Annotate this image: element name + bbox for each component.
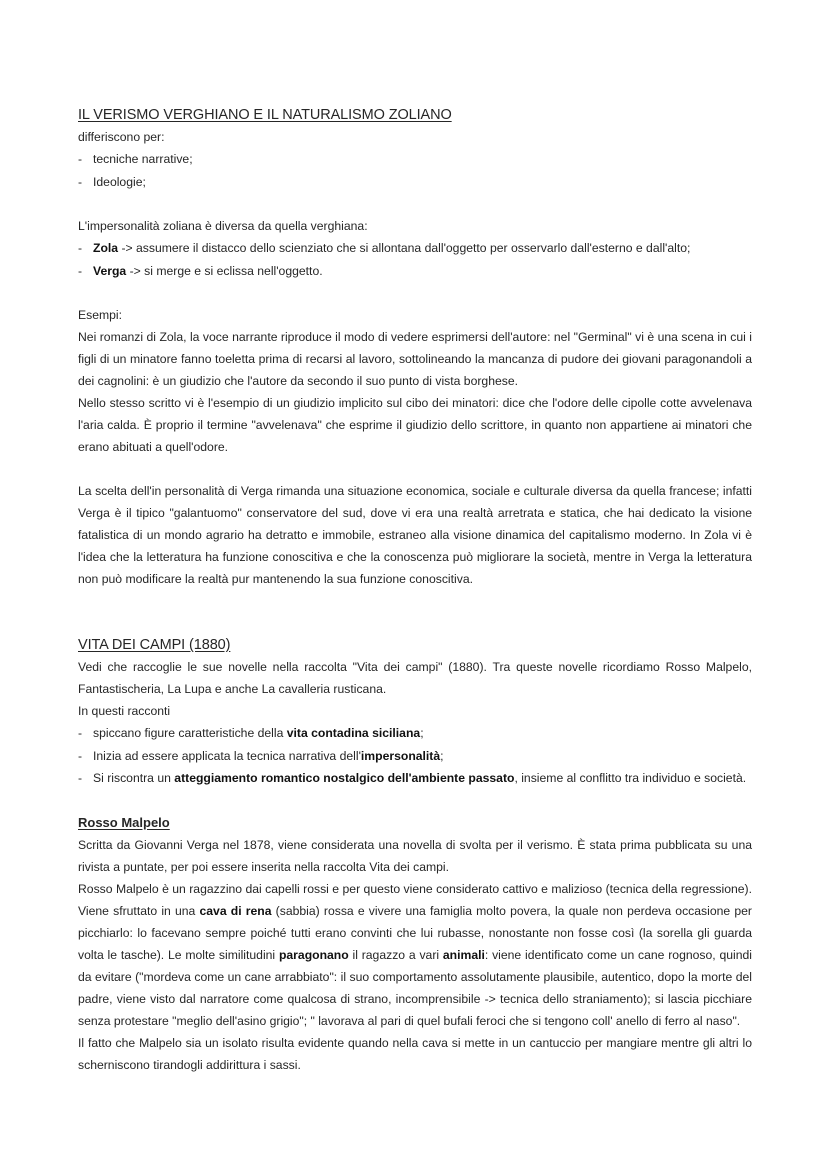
text: : viene identificato come un cane rognoso, quindi da evitare ("mordeva come un cane arrabbiato": il suo comportamento assolutamente plausibile, autentico, dopo la morte del padre, viene visto dal narratore come qualcosa di strano, incomprensibile -> tecnica dello straniamento); si lascia picchiare senza protestare "meglio dell'asino grigio"; " lavorava al pari di quel bufali feroci che si tengono coll' anello di ferro al naso". [78, 947, 753, 1028]
text: Rosso Malpelo è un ragazzino dai capelli rossi e per questo viene considerato cattivo e malizioso (tecnica della regressione). Viene sfruttato in una [78, 881, 752, 918]
section-title-vita-dei-campi: VITA DEI CAMPI (1880) [78, 637, 231, 653]
list-item: - Ideologie; [78, 171, 752, 194]
in-questi-text: In questi racconti [78, 704, 171, 718]
features-list [78, 722, 752, 790]
paragraph: Nello stesso scritto vi è l'esempio di un giudizio implicito sul cibo dei minatori: dice che l'odore delle cipolle cotte avvelenava l'aria calda. È proprio il termine "avvelenava" che esprime il giudizio dello scrittore, in quanto non appartiene ai minatori che erano abituati a quell'odore. [78, 396, 752, 454]
bold-text: atteggiamento romantico nostalgico dell'ambiente passato [174, 771, 515, 785]
paragraph [78, 878, 752, 1032]
paragraph: Nei romanzi di Zola, la voce narrante riproduce il modo di vedere esprimersi dell'autore: nel "Germinal" vi è una scena in cui i figli di un minatore fanno toeletta prima di recarsi al lavoro, sottolineando la mancanza di pudore dei giovani paragonandoli a dei cagnolini: è un giudizio che l'autore da secondo il suo punto di vista borghese. [78, 330, 752, 388]
examples-label: Esempi: [78, 308, 123, 322]
text: ; [440, 748, 444, 763]
text: Si riscontra un [93, 771, 175, 785]
list-item [78, 722, 752, 745]
text: Inizia ad essere applicata la tecnica narrativa dell' [93, 748, 361, 763]
paragraph: Il fatto che Malpelo sia un isolato risulta evidente quando nella cava si mette in un cantuccio per mangiare mentre gli altri lo scherniscono tirandogli addirittura i sassi. [78, 1035, 752, 1072]
paragraph: Scritta da Giovanni Verga nel 1878, viene considerata una novella di svolta per il verismo. È stata prima pubblicata su una rivista a puntate, per poi essere inserita nella raccolta Vita dei campi. [78, 837, 752, 874]
list-item [78, 767, 752, 790]
text: (sabbia) rossa e vivere una famiglia molto povera, la quale non perdeva occasione per picchiarlo: lo facevano sempre poiché tutti erano convinti che lui rubasse, nonostante non fosse così (la sorella gli guarda volta le tasche). Le molte similitudini [78, 903, 752, 962]
impersonal-intro: L'impersonalità zoliana è diversa da quella verghiana: [78, 219, 368, 233]
verga-label: Verga [93, 263, 127, 278]
intro-text: differiscono per: [78, 130, 165, 144]
list-item: - tecniche narrative; [78, 148, 752, 171]
bold-text: impersonalità [360, 748, 441, 763]
bold-text: cava di rena [199, 903, 272, 918]
text: , insieme al conflitto tra individuo e società. [514, 771, 747, 785]
list-item [78, 745, 752, 768]
zola-label: Zola [93, 241, 119, 255]
list-item-zola [78, 237, 752, 260]
list-item-verga [78, 260, 752, 283]
paragraph: Vedi che raccoglie le sue novelle nella raccolta "Vita dei campi" (1880). Tra queste novelle ricordiamo Rosso Malpelo, Fantastischeria, La Lupa e anche La cavalleria rusticana. [78, 660, 752, 696]
bold-text: vita contadina siciliana [286, 726, 421, 740]
text: il ragazzo a vari [348, 947, 443, 962]
paragraph: La scelta dell'in personalità di Verga rimanda una situazione economica, sociale e culturale diversa da quella francese; infatti Verga è il tipico "galantuomo" conservatore del sud, dove vi era una realtà arretrata e statica, che hai dedicato la visione fatalistica di un mondo agrario ha detratto e immobile, estraneo alla visione dinamica del capitalismo moderno. In Zola vi è l'idea che la letteratura ha funzione conoscitiva e che la conoscenza può migliorare la società, mentre in Verga la letteratura non può modificare la realtà pur mantenendo la sua funzione conoscitiva. [78, 484, 752, 586]
zola-text: -> assumere il distacco dello scienziato che si allontana dall'oggetto per osservarlo dall'esterno e dall'alto; [118, 241, 691, 255]
text: spiccano figure caratteristiche della [93, 726, 287, 740]
verga-text: -> si merge e si eclissa nell'oggetto. [126, 263, 323, 278]
differences-list [78, 148, 752, 193]
text: ; [420, 726, 424, 740]
section-title-verismo: IL VERISMO VERGHIANO E IL NATURALISMO ZOLIANO [78, 107, 452, 123]
bold-text: paragonano [278, 947, 349, 962]
section-title-rosso-malpelo: Rosso Malpelo [78, 814, 170, 830]
bold-text: animali [442, 947, 485, 962]
comparison-list [78, 237, 752, 282]
